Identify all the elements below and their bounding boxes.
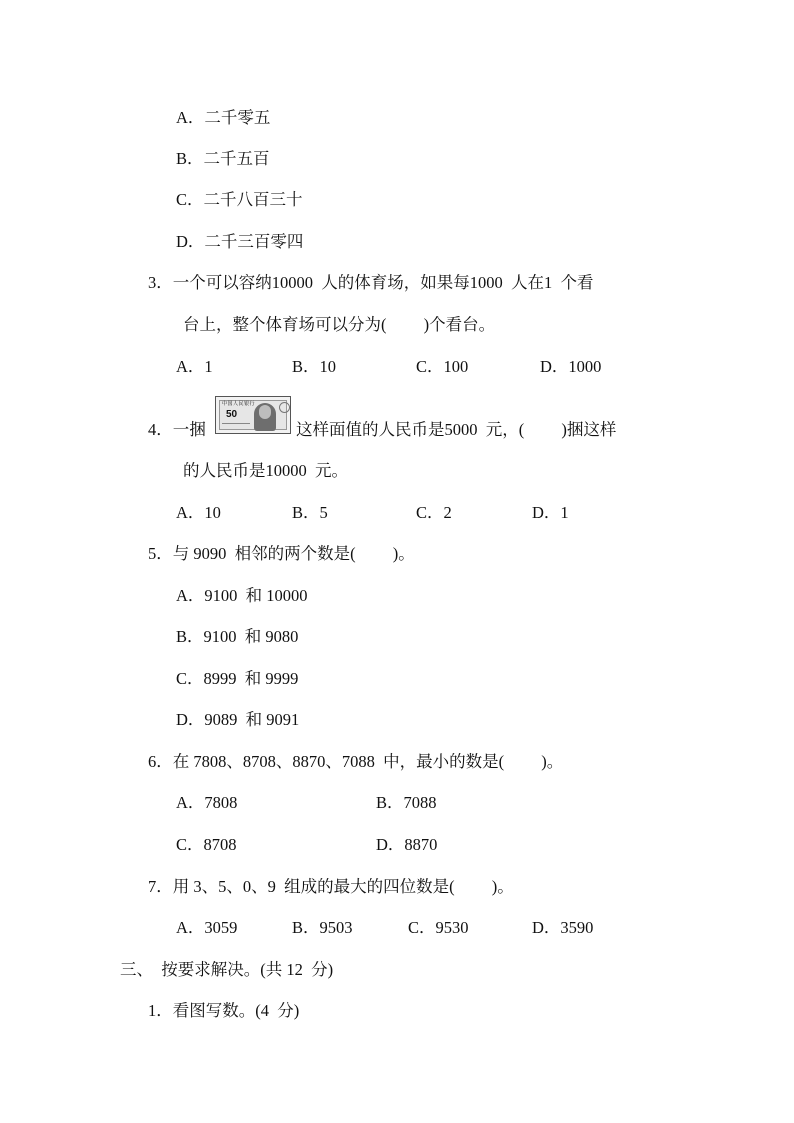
q7-option-a: A．3059: [176, 918, 238, 937]
q2-option-b: B．二千五百: [176, 149, 270, 168]
q4-option-a: A．10: [176, 503, 221, 522]
q7-stem: 7．用 3、5、0、9 组成的最大的四位数是( )。: [148, 877, 514, 896]
q2-option-a: A．二千零五: [176, 108, 271, 127]
q3-stem-line2: 台上，整个体育场可以分为( )个看台。: [183, 315, 496, 334]
q5-option-c: C．8999 和 9999: [176, 669, 299, 688]
q4-stem-prefix: 4．一捆: [148, 420, 206, 439]
banknote-portrait-face: [259, 405, 271, 419]
q6-stem: 6．在 7808、8708、8870、7088 中，最小的数是( )。: [148, 752, 564, 771]
q3-stem-line1: 3．一个可以容纳10000 人的体育场，如果每1000 人在1 个看: [148, 273, 594, 292]
q7-option-d: D．3590: [532, 918, 594, 937]
q7-option-c: C．9530: [408, 918, 469, 937]
banknote-header: 中国人民银行: [222, 401, 256, 407]
q7-option-b: B．9503: [292, 918, 353, 937]
q3-option-a: A．1: [176, 357, 213, 376]
q5-stem: 5．与 9090 相邻的两个数是( )。: [148, 544, 415, 563]
q4-option-c: C．2: [416, 503, 452, 522]
q3-option-d: D．1000: [540, 357, 602, 376]
q6-option-a: A．7808: [176, 793, 238, 812]
banknote-denomination: 50: [226, 409, 238, 420]
q6-option-c: C．8708: [176, 835, 237, 854]
q2-option-d: D．二千三百零四: [176, 232, 304, 251]
q4-stem-line2: 的人民币是10000 元。: [183, 461, 348, 480]
q4-option-d: D．1: [532, 503, 569, 522]
q3-option-b: B．10: [292, 357, 337, 376]
section3-heading: 三、 按要求解决。(共 12 分): [120, 960, 334, 979]
q5-option-a: A．9100 和 10000: [176, 586, 308, 605]
section3-q1-stem: 1．看图写数。(4 分): [148, 1001, 300, 1020]
banknote-emblem: [279, 402, 290, 413]
banknote-stripe: [222, 423, 250, 424]
q4-option-b: B．5: [292, 503, 328, 522]
q5-option-d: D．9089 和 9091: [176, 710, 300, 729]
q6-option-d: D．8870: [376, 835, 438, 854]
q2-option-c: C．二千八百三十: [176, 190, 303, 209]
q3-option-c: C．100: [416, 357, 469, 376]
q4-stem-suffix: 这样面值的人民币是5000 元，( )捆这样: [296, 420, 617, 439]
banknote-50-yuan-icon: [215, 396, 291, 434]
q6-option-b: B．7088: [376, 793, 437, 812]
q5-option-b: B．9100 和 9080: [176, 627, 299, 646]
